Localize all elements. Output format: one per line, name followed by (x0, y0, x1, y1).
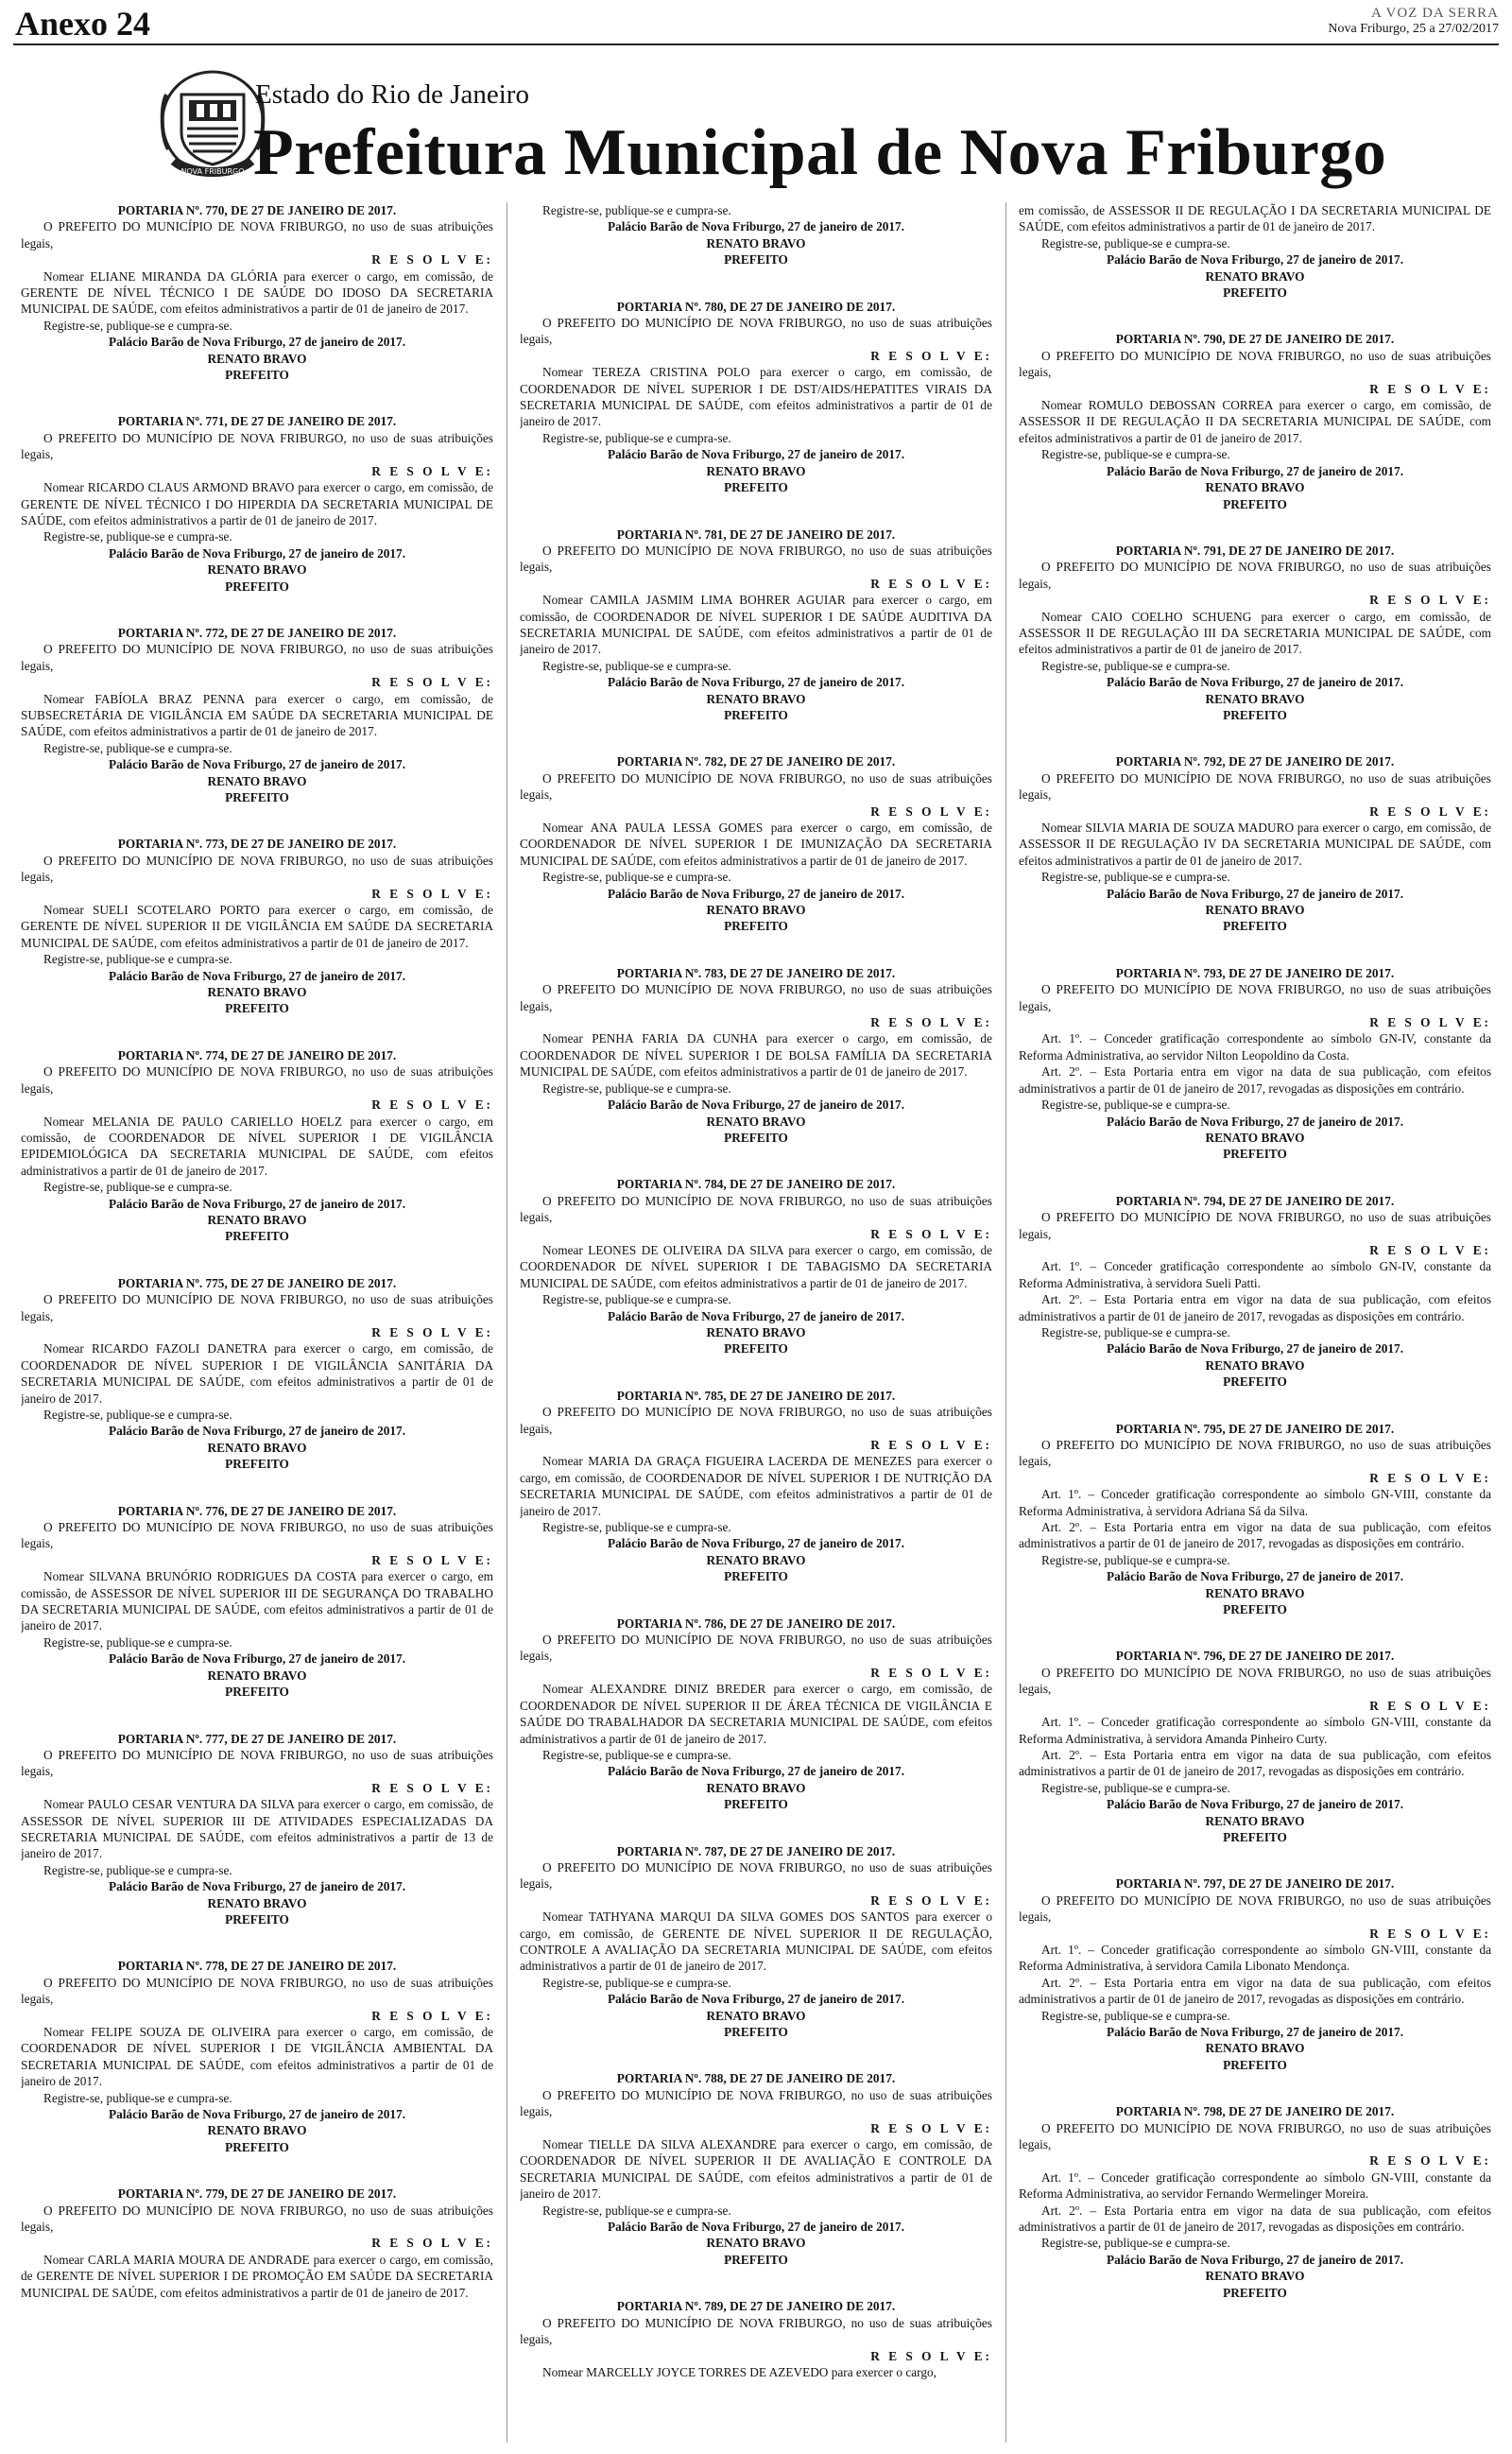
portaria-text: Nomear MARCELLY JOYCE TORRES DE AZEVEDO para exercer o cargo, (542, 2364, 936, 2379)
register-clause: Registre-se, publique-se e cumpra-se. (542, 430, 731, 445)
portaria (520, 2298, 992, 2380)
signer-role: PREFEITO (724, 2252, 788, 2267)
signer-role: PREFEITO (225, 579, 289, 594)
portaria-title: PORTARIA Nº. 771, DE 27 DE JANEIRO DE 2017. (117, 414, 397, 429)
opening-clause: O PREFEITO DO MUNICÍPIO DE NOVA FRIBURGO, no uso de suas atribuições legais, (21, 1747, 493, 1779)
portaria-title: PORTARIA Nº. 776, DE 27 DE JANEIRO DE 2017. (117, 1503, 397, 1518)
signing-place: Palácio Barão de Nova Friburgo, 27 de janeiro de 2017. (1106, 1341, 1404, 1357)
register-clause: Registre-se, publique-se e cumpra-se. (43, 1408, 232, 1422)
register-clause: Registre-se, publique-se e cumpra-se. (542, 1520, 731, 1535)
portaria-text: Nomear FELIPE SOUZA DE OLIVEIRA para exercer o cargo, em comissão, de COORDENADOR DE NÍVEL SUPERIOR I DE VIGILÂNCIA AMBIENTAL DA SECRETARIA MUNICIPAL DE SAÚDE, com efeitos administrativos a partir de 01 de janeiro de 2017. (21, 2025, 493, 2089)
signer-name: RENATO BRAVO (1205, 1585, 1305, 1600)
resolve-label: R E S O L V E: (371, 1324, 493, 1339)
portaria (520, 299, 992, 496)
resolve-label: R E S O L V E: (371, 463, 493, 478)
portaria-title: PORTARIA Nº. 782, DE 27 DE JANEIRO DE 2017. (616, 754, 896, 769)
portaria-title: PORTARIA Nº. 796, DE 27 DE JANEIRO DE 2017. (1115, 1649, 1395, 1664)
signing-place: Palácio Barão de Nova Friburgo, 27 de janeiro de 2017. (108, 335, 406, 350)
signing-place: Palácio Barão de Nova Friburgo, 27 de janeiro de 2017. (108, 545, 406, 561)
portaria-text: Art. 1º. – Conceder gratificação correspondente ao símbolo GN-VIII, constante da Reforma Administrativa, ao servidor Fernando Wermelinger Moreira. (1019, 2169, 1491, 2202)
opening-clause: O PREFEITO DO MUNICÍPIO DE NOVA FRIBURGO, no uso de suas atribuições legais, (520, 2087, 992, 2119)
signing-place: Palácio Barão de Nova Friburgo, 27 de janeiro de 2017. (1106, 1114, 1404, 1129)
signing-place: Palácio Barão de Nova Friburgo, 27 de janeiro de 2017. (607, 675, 905, 690)
opening-clause: O PREFEITO DO MUNICÍPIO DE NOVA FRIBURGO, no uso de suas atribuições legais, (1019, 770, 1491, 803)
signing-place: Palácio Barão de Nova Friburgo, 27 de janeiro de 2017. (108, 757, 406, 772)
portaria-text: Art. 2º. – Esta Portaria entra em vigor na data de sua publicação, com efeitos administrativos a partir de 01 de janeiro de 2017, revogadas as disposições em contrário. (1019, 2203, 1491, 2235)
signing-place: Palácio Barão de Nova Friburgo, 27 de janeiro de 2017. (607, 447, 905, 462)
signer-role: PREFEITO (1223, 707, 1287, 722)
signer-name: RENATO BRAVO (207, 1895, 307, 1910)
portaria (21, 836, 493, 1016)
resolve-label: R E S O L V E: (870, 1015, 992, 1030)
portaria (520, 1616, 992, 1813)
signer-name: RENATO BRAVO (207, 562, 307, 578)
portaria (520, 1843, 992, 2041)
portaria-title: PORTARIA Nº. 778, DE 27 DE JANEIRO DE 2017. (117, 1959, 397, 1974)
resolve-label: R E S O L V E: (870, 348, 992, 363)
signer-name: RENATO BRAVO (706, 1780, 806, 1795)
portaria (1019, 965, 1491, 1163)
portaria (21, 2186, 493, 2301)
register-clause: Registre-se, publique-se e cumpra-se. (542, 1747, 731, 1762)
signer-role: PREFEITO (724, 1341, 788, 1357)
resolve-label: R E S O L V E: (371, 2236, 493, 2251)
portaria-text: Nomear RICARDO CLAUS ARMOND BRAVO para exercer o cargo, em comissão, de GERENTE DE NÍVEL TÉCNICO I DO HIPERDIA DA SECRETARIA MUNICIPAL DE SAÚDE, com efeitos administrativos a partir de 01 de janeiro de 2017. (21, 480, 493, 527)
resolve-label: R E S O L V E: (870, 1892, 992, 1908)
columns-area (21, 202, 1491, 2443)
state-name: Estado do Rio de Janeiro (255, 79, 529, 110)
register-clause: Registre-se, publique-se e cumpra-se. (1041, 1780, 1230, 1795)
opening-clause: O PREFEITO DO MUNICÍPIO DE NOVA FRIBURGO, no uso de suas atribuições legais, (21, 219, 493, 251)
portaria-title: PORTARIA Nº. 787, DE 27 DE JANEIRO DE 2017. (616, 1843, 896, 1858)
signer-name: RENATO BRAVO (1205, 2269, 1305, 2284)
portaria-text: Art. 2º. – Esta Portaria entra em vigor na data de sua publicação, com efeitos administrativos a partir de 01 de janeiro de 2017, revogadas as disposições em contrário. (1019, 1747, 1491, 1779)
resolve-label: R E S O L V E: (1369, 1470, 1491, 1485)
register-clause: Registre-se, publique-se e cumpra-se. (43, 2090, 232, 2105)
portaria-title: PORTARIA Nº. 775, DE 27 DE JANEIRO DE 2017. (117, 1275, 397, 1290)
resolve-label: R E S O L V E: (870, 804, 992, 819)
register-clause: Registre-se, publique-se e cumpra-se. (542, 1080, 731, 1096)
resolve-label: R E S O L V E: (1369, 804, 1491, 819)
register-clause: Registre-se, publique-se e cumpra-se. (1041, 1324, 1230, 1339)
signer-name: RENATO BRAVO (1205, 480, 1305, 495)
edition-date: Nova Friburgo, 25 a 27/02/2017 (1328, 22, 1499, 36)
portaria-title: PORTARIA Nº. 785, DE 27 DE JANEIRO DE 2017. (616, 1388, 896, 1403)
signer-name: RENATO BRAVO (207, 773, 307, 788)
resolve-label: R E S O L V E: (1369, 593, 1491, 608)
signer-role: PREFEITO (724, 1130, 788, 1145)
portaria-text: Nomear ROMULO DEBOSSAN CORREA para exercer o cargo, em comissão, de ASSESSOR II DE REGULAÇÃO II DA SECRETARIA MUNICIPAL DE SAÚDE, com efeitos administrativos a partir de 01 de janeiro de 2017. (1019, 398, 1491, 445)
resolve-label: R E S O L V E: (371, 886, 493, 901)
register-clause: Registre-se, publique-se e cumpra-se. (1041, 447, 1230, 462)
resolve-label: R E S O L V E: (1369, 1015, 1491, 1030)
opening-clause: O PREFEITO DO MUNICÍPIO DE NOVA FRIBURGO, no uso de suas atribuições legais, (21, 1520, 493, 1551)
portaria-text: Nomear SILVANA BRUNÓRIO RODRIGUES DA COSTA para exercer o cargo, em comissão, de ASSESSOR DE NÍVEL SUPERIOR III DE SEGURANÇA DO TRABALHO DA SECRETARIA MUNICIPAL DE SAÚDE, com efeitos administrativos a partir de 01 de janeiro de 2017. (21, 1569, 493, 1633)
signer-role: PREFEITO (724, 1569, 788, 1584)
resolve-label: R E S O L V E: (870, 1665, 992, 1680)
column-2 (520, 202, 992, 2443)
signer-role: PREFEITO (1223, 2057, 1287, 2072)
portaria-title: PORTARIA Nº. 791, DE 27 DE JANEIRO DE 2017. (1115, 543, 1395, 558)
portaria-text: Nomear TIELLE DA SILVA ALEXANDRE para exercer o cargo, em comissão, de COORDENADOR DE NÍVEL SUPERIOR II DE AVALIAÇÃO E CONTROLE DA SECRETARIA MUNICIPAL DE SAÚDE, com efeitos administrativos a partir de 01 de janeiro de 2017. (520, 2137, 992, 2202)
portaria-title: PORTARIA Nº. 792, DE 27 DE JANEIRO DE 2017. (1115, 754, 1395, 769)
column-1 (21, 202, 493, 2443)
register-clause: Registre-se, publique-se e cumpra-se. (1041, 2236, 1230, 2251)
register-clause: Registre-se, publique-se e cumpra-se. (1041, 1097, 1230, 1113)
portaria-title: PORTARIA Nº. 773, DE 27 DE JANEIRO DE 2017. (117, 837, 397, 852)
portaria (520, 527, 992, 724)
opening-clause: O PREFEITO DO MUNICÍPIO DE NOVA FRIBURGO, no uso de suas atribuições legais, (21, 1064, 493, 1096)
resolve-label: R E S O L V E: (371, 2008, 493, 2023)
opening-clause: O PREFEITO DO MUNICÍPIO DE NOVA FRIBURGO, no uso de suas atribuições legais, (520, 982, 992, 1013)
column-3 (1019, 202, 1491, 2443)
signer-role: PREFEITO (225, 1911, 289, 1927)
portaria-text: Art. 2º. – Esta Portaria entra em vigor na data de sua publicação, com efeitos administrativos a partir de 01 de janeiro de 2017, revogadas as disposições em contrário. (1019, 1520, 1491, 1551)
portaria-text: Nomear CAIO COELHO SCHUENG para exercer o cargo, em comissão, de ASSESSOR II DE REGULAÇÃO III DA SECRETARIA MUNICIPAL DE SAÚDE, com efeitos administrativos a partir de 01 de janeiro de 2017. (1019, 609, 1491, 657)
resolve-label: R E S O L V E: (1369, 381, 1491, 396)
portaria-continuation (1019, 202, 1491, 301)
signer-role: PREFEITO (1223, 285, 1287, 301)
signing-place: Palácio Barão de Nova Friburgo, 27 de janeiro de 2017. (108, 2107, 406, 2122)
register-clause: Registre-se, publique-se e cumpra-se. (542, 870, 731, 885)
signing-place: Palácio Barão de Nova Friburgo, 27 de janeiro de 2017. (607, 1308, 905, 1323)
portaria-text: Art. 2º. – Esta Portaria entra em vigor na data de sua publicação, com efeitos administrativos a partir de 01 de janeiro de 2017, revogadas as disposições em contrário. (1019, 1292, 1491, 1323)
register-clause: Registre-se, publique-se e cumpra-se. (43, 1180, 232, 1195)
portaria-text: Nomear PENHA FARIA DA CUNHA para exercer o cargo, em comissão, de COORDENADOR DE NÍVEL SUPERIOR I DE BOLSA FAMÍLIA DA SECRETARIA MUNICIPAL DE SAÚDE, com efeitos administrativos a partir de 01 de janeiro de 2017. (520, 1031, 992, 1080)
signer-name: RENATO BRAVO (1205, 2041, 1305, 2056)
signer-name: RENATO BRAVO (706, 1552, 806, 1567)
portaria-text: Art. 1º. – Conceder gratificação correspondente ao símbolo GN-VIII, constante da Reforma Administrativa, à servidora Amanda Pinheiro Curty. (1019, 1715, 1491, 1746)
signer-role: PREFEITO (1223, 2285, 1287, 2300)
signer-name: RENATO BRAVO (706, 2236, 806, 2251)
register-clause: Registre-se, publique-se e cumpra-se. (542, 203, 731, 217)
portaria (520, 1388, 992, 1585)
portaria (21, 1731, 493, 1928)
signing-place: Palácio Barão de Nova Friburgo, 27 de janeiro de 2017. (1106, 252, 1404, 268)
portaria (520, 1176, 992, 1357)
signer-name: RENATO BRAVO (1205, 1130, 1305, 1145)
portaria-title: PORTARIA Nº. 794, DE 27 DE JANEIRO DE 2017. (1115, 1193, 1395, 1208)
register-clause: Registre-se, publique-se e cumpra-se. (43, 952, 232, 967)
portaria (520, 2070, 992, 2268)
signer-role: PREFEITO (225, 1685, 289, 1700)
opening-clause: O PREFEITO DO MUNICÍPIO DE NOVA FRIBURGO, no uso de suas atribuições legais, (1019, 2120, 1491, 2152)
portaria-title: PORTARIA Nº. 779, DE 27 DE JANEIRO DE 2017. (117, 2186, 397, 2202)
portaria (1019, 1648, 1491, 1845)
opening-clause: O PREFEITO DO MUNICÍPIO DE NOVA FRIBURGO, no uso de suas atribuições legais, (1019, 1438, 1491, 1469)
signer-name: RENATO BRAVO (207, 1668, 307, 1683)
resolve-label: R E S O L V E: (1369, 2153, 1491, 2169)
signer-name: RENATO BRAVO (706, 903, 806, 918)
portaria-text: Art. 1º. – Conceder gratificação correspondente ao símbolo GN-VIII, constante da Reforma Administrativa, à servidora Adriana Sá da Silva. (1019, 1487, 1491, 1518)
signing-place: Palácio Barão de Nova Friburgo, 27 de janeiro de 2017. (607, 1992, 905, 2007)
portaria-text: Art. 1º. – Conceder gratificação correspondente ao símbolo GN-IV, constante da Reforma Administrativa, ao servidor Nilton Leopoldino da Costa. (1019, 1031, 1491, 1063)
resolve-label: R E S O L V E: (870, 2348, 992, 2363)
portaria (1019, 1875, 1491, 2073)
portaria-title: PORTARIA Nº. 788, DE 27 DE JANEIRO DE 2017. (616, 2071, 896, 2086)
signing-place: Palácio Barão de Nova Friburgo, 27 de janeiro de 2017. (1106, 675, 1404, 690)
portaria-text: Art. 2º. – Esta Portaria entra em vigor na data de sua publicação, com efeitos administrativos a partir de 01 de janeiro de 2017, revogadas as disposições em contrário. (1019, 1975, 1491, 2007)
opening-clause: O PREFEITO DO MUNICÍPIO DE NOVA FRIBURGO, no uso de suas atribuições legais, (520, 1633, 992, 1664)
signing-place: Palácio Barão de Nova Friburgo, 27 de janeiro de 2017. (1106, 1797, 1404, 1812)
portaria-text: Nomear PAULO CESAR VENTURA DA SILVA para exercer o cargo, em comissão, de ASSESSOR DE NÍVEL SUPERIOR III DE ATIVIDADES ESPECIALIZADAS DA SECRETARIA MUNICIPAL DE SAÚDE, com efeitos administrativos a partir de 13 de janeiro de 2017. (21, 1797, 493, 1861)
portaria-title: PORTARIA Nº. 783, DE 27 DE JANEIRO DE 2017. (616, 965, 896, 980)
resolve-label: R E S O L V E: (371, 252, 493, 268)
portaria-text: Nomear FABÍOLA BRAZ PENNA para exercer o cargo, em comissão, de SUBSECRETÁRIA DE VIGILÂNCIA EM SAÚDE DA SECRETARIA MUNICIPAL DE SAÚDE, com efeitos administrativos a partir de 01 de janeiro de 2017. (21, 691, 493, 739)
portaria-text: Nomear CARLA MARIA MOURA DE ANDRADE para exercer o cargo, em comissão, de GERENTE DE NÍVEL SUPERIOR I DE PROMOÇÃO EM SAÚDE DA SECRETARIA MUNICIPAL DE SAÚDE, com efeitos administrativos a partir de 01 de janeiro de 2017. (21, 2252, 493, 2300)
portaria-text: em comissão, de ASSESSOR II DE REGULAÇÃO I DA SECRETARIA MUNICIPAL DE SAÚDE, com efeitos administrativos a partir de 01 de janeiro de 2017. (1019, 203, 1491, 234)
resolve-label: R E S O L V E: (371, 1780, 493, 1795)
opening-clause: O PREFEITO DO MUNICÍPIO DE NOVA FRIBURGO, no uso de suas atribuições legais, (520, 770, 992, 803)
newspaper-name: A VOZ DA SERRA (1371, 6, 1499, 21)
signing-place: Palácio Barão de Nova Friburgo, 27 de janeiro de 2017. (1106, 1569, 1404, 1584)
portaria-title: PORTARIA Nº. 777, DE 27 DE JANEIRO DE 2017. (117, 1731, 397, 1746)
portaria-title: PORTARIA Nº. 797, DE 27 DE JANEIRO DE 2017. (1115, 1876, 1395, 1892)
municipality-title: Prefeitura Municipal de Nova Friburgo (253, 116, 1387, 189)
portaria-text: Nomear ANA PAULA LESSA GOMES para exercer o cargo, em comissão, de COORDENADOR DE NÍVEL SUPERIOR I DE IMUNIZAÇÃO DA SECRETARIA MUNICIPAL DE SAÚDE, com efeitos administrativos a partir de 01 de janeiro de 2017. (520, 821, 992, 868)
register-clause: Registre-se, publique-se e cumpra-se. (542, 1292, 731, 1307)
register-clause: Registre-se, publique-se e cumpra-se. (43, 1862, 232, 1877)
portaria-text: Nomear ELIANE MIRANDA DA GLÓRIA para exercer o cargo, em comissão, de GERENTE DE NÍVEL TÉCNICO I DE SAÚDE DO IDOSO DA SECRETARIA MUNICIPAL DE SAÚDE, com efeitos administrativos a partir de 01 de janeiro de 2017. (21, 268, 493, 317)
page-header-bar (13, 0, 1499, 45)
portaria-text: Nomear ALEXANDRE DINIZ BREDER para exercer o cargo, em comissão, de COORDENADOR DE NÍVEL SUPERIOR II DE ÁREA TÉCNICA DE VIGILÂNCIA E SAÚDE DO TRABALHADOR DA SECRETARIA MUNICIPAL DE SAÚDE, com efeitos administrativos a partir de 01 de janeiro de 2017. (520, 1682, 992, 1746)
signer-name: RENATO BRAVO (207, 1440, 307, 1455)
signing-place: Palácio Barão de Nova Friburgo, 27 de janeiro de 2017. (108, 968, 406, 983)
register-clause: Registre-se, publique-se e cumpra-se. (542, 1975, 731, 1990)
signer-name: RENATO BRAVO (706, 1324, 806, 1339)
annex-label: Anexo 24 (15, 5, 150, 43)
signer-role: PREFEITO (1223, 1147, 1287, 1162)
column-divider (1005, 202, 1006, 2443)
signing-place: Palácio Barão de Nova Friburgo, 27 de janeiro de 2017. (1106, 886, 1404, 901)
portaria-text: Nomear TATHYANA MARQUI DA SILVA GOMES DOS SANTOS para exercer o cargo, em comissão, de GERENTE DE NÍVEL SUPERIOR II DE REGULAÇÃO, CONTROLE A AVALIAÇÃO DA SECRETARIA MUNICIPAL DE SAÚDE, com efeitos administrativos a partir de 01 de janeiro de 2017. (520, 1910, 992, 1974)
resolve-label: R E S O L V E: (870, 576, 992, 591)
signing-place: Palácio Barão de Nova Friburgo, 27 de janeiro de 2017. (607, 1097, 905, 1113)
resolve-label: R E S O L V E: (1369, 1242, 1491, 1257)
resolve-label: R E S O L V E: (1369, 1698, 1491, 1713)
opening-clause: O PREFEITO DO MUNICÍPIO DE NOVA FRIBURGO, no uso de suas atribuições legais, (1019, 982, 1491, 1013)
portaria (1019, 753, 1491, 934)
signer-name: RENATO BRAVO (207, 2123, 307, 2138)
portaria (520, 965, 992, 1146)
register-clause: Registre-se, publique-se e cumpra-se. (43, 1634, 232, 1650)
signer-role: PREFEITO (225, 790, 289, 804)
opening-clause: O PREFEITO DO MUNICÍPIO DE NOVA FRIBURGO, no uso de suas atribuições legais, (21, 642, 493, 673)
signing-place: Palácio Barão de Nova Friburgo, 27 de janeiro de 2017. (108, 1651, 406, 1667)
signer-role: PREFEITO (724, 2025, 788, 2039)
signing-place: Palácio Barão de Nova Friburgo, 27 de janeiro de 2017. (108, 1879, 406, 1894)
signer-name: RENATO BRAVO (207, 985, 307, 1000)
resolve-label: R E S O L V E: (870, 1438, 992, 1452)
register-clause: Registre-se, publique-se e cumpra-se. (43, 318, 232, 333)
opening-clause: O PREFEITO DO MUNICÍPIO DE NOVA FRIBURGO, no uso de suas atribuições legais, (21, 430, 493, 462)
register-clause: Registre-se, publique-se e cumpra-se. (1041, 2008, 1230, 2023)
signing-place: Palácio Barão de Nova Friburgo, 27 de janeiro de 2017. (607, 219, 905, 234)
portaria-text: Nomear SILVIA MARIA DE SOUZA MADURO para exercer o cargo, em comissão, de ASSESSOR II DE REGULAÇÃO IV DA SECRETARIA MUNICIPAL DE SAÚDE, com efeitos administrativos a partir de 01 de janeiro de 2017. (1019, 821, 1491, 868)
portaria-title: PORTARIA Nº. 780, DE 27 DE JANEIRO DE 2017. (616, 299, 896, 314)
register-clause: Registre-se, publique-se e cumpra-se. (43, 529, 232, 544)
signing-place: Palácio Barão de Nova Friburgo, 27 de janeiro de 2017. (108, 1196, 406, 1211)
opening-clause: O PREFEITO DO MUNICÍPIO DE NOVA FRIBURGO, no uso de suas atribuições legais, (1019, 1665, 1491, 1697)
opening-clause: O PREFEITO DO MUNICÍPIO DE NOVA FRIBURGO, no uso de suas atribuições legais, (520, 1859, 992, 1892)
portaria (1019, 1421, 1491, 1618)
register-clause: Registre-se, publique-se e cumpra-se. (1041, 658, 1230, 673)
portaria-text: Nomear LEONES DE OLIVEIRA DA SILVA para exercer o cargo, em comissão, de COORDENADOR DE NÍVEL SUPERIOR I DE TABAGISMO DA SECRETARIA MUNICIPAL DE SAÚDE, com efeitos administrativos a partir de 01 de janeiro de 2017. (520, 1242, 992, 1290)
signer-name: RENATO BRAVO (207, 1212, 307, 1227)
signer-role: PREFEITO (1223, 1602, 1287, 1617)
opening-clause: O PREFEITO DO MUNICÍPIO DE NOVA FRIBURGO, no uso de suas atribuições legais, (1019, 1210, 1491, 1241)
opening-clause: O PREFEITO DO MUNICÍPIO DE NOVA FRIBURGO, no uso de suas atribuições legais, (1019, 560, 1491, 591)
signer-role: PREFEITO (724, 480, 788, 495)
portaria-text: Nomear MELANIA DE PAULO CARIELLO HOELZ para exercer o cargo, em comissão, de COORDENADOR DE NÍVEL SUPERIOR I DE VIGILÂNCIA EPIDEMIOLÓGICA DA SECRETARIA MUNICIPAL DE SAÚDE, com efeitos administrativos a partir de 01 de janeiro de 2017. (21, 1114, 493, 1178)
signer-role: PREFEITO (1223, 1829, 1287, 1844)
portaria (21, 1275, 493, 1473)
portaria (21, 1958, 493, 2155)
opening-clause: O PREFEITO DO MUNICÍPIO DE NOVA FRIBURGO, no uso de suas atribuições legais, (1019, 348, 1491, 380)
signer-role: PREFEITO (225, 1001, 289, 1016)
signer-name: RENATO BRAVO (1205, 1813, 1305, 1828)
opening-clause: O PREFEITO DO MUNICÍPIO DE NOVA FRIBURGO, no uso de suas atribuições legais, (1019, 1892, 1491, 1925)
portaria-title: PORTARIA Nº. 786, DE 27 DE JANEIRO DE 2017. (616, 1616, 896, 1631)
newspaper-info (1328, 6, 1499, 37)
signer-name: RENATO BRAVO (1205, 268, 1305, 284)
portaria-text: Art. 1º. – Conceder gratificação correspondente ao símbolo GN-VIII, constante da Reforma Administrativa, à servidora Camila Libonato Mendonça. (1019, 1942, 1491, 1974)
signer-role: PREFEITO (225, 1457, 289, 1472)
resolve-label: R E S O L V E: (371, 675, 493, 690)
portaria (1019, 543, 1491, 723)
signing-place: Palácio Barão de Nova Friburgo, 27 de janeiro de 2017. (607, 2220, 905, 2235)
portaria-text: Art. 1º. – Conceder gratificação correspondente ao símbolo GN-IV, constante da Reforma Administrativa, à servidora Sueli Patti. (1019, 1259, 1491, 1290)
signer-role: PREFEITO (1223, 919, 1287, 934)
portaria-title: PORTARIA Nº. 772, DE 27 DE JANEIRO DE 2017. (117, 625, 397, 640)
signing-place: Palácio Barão de Nova Friburgo, 27 de janeiro de 2017. (607, 886, 905, 901)
opening-clause: O PREFEITO DO MUNICÍPIO DE NOVA FRIBURGO, no uso de suas atribuições legais, (21, 2203, 493, 2235)
opening-clause: O PREFEITO DO MUNICÍPIO DE NOVA FRIBURGO, no uso de suas atribuições legais, (520, 1193, 992, 1225)
resolve-label: R E S O L V E: (870, 1226, 992, 1241)
signing-place: Palácio Barão de Nova Friburgo, 27 de janeiro de 2017. (1106, 463, 1404, 478)
resolve-label: R E S O L V E: (1369, 1926, 1491, 1941)
portaria-text: Nomear MARIA DA GRAÇA FIGUEIRA LACERDA DE MENEZES para exercer o cargo, em comissão, de COORDENADOR DE NÍVEL SUPERIOR I DE NUTRIÇÃO DA SECRETARIA MUNICIPAL DE SAÚDE, com efeitos administrativos a partir de 01 de janeiro de 2017. (520, 1454, 992, 1518)
portaria-text: Nomear SUELI SCOTELARO PORTO para exercer o cargo, em comissão, de GERENTE DE NÍVEL SUPERIOR II DE VIGILÂNCIA EM SAÚDE DA SECRETARIA MUNICIPAL DE SAÚDE, com efeitos administrativos a partir de 01 de janeiro de 2017. (21, 903, 493, 950)
portaria-continuation (520, 202, 992, 268)
signing-place: Palácio Barão de Nova Friburgo, 27 de janeiro de 2017. (1106, 2025, 1404, 2039)
portaria (21, 202, 493, 383)
portaria-title: PORTARIA Nº. 789, DE 27 DE JANEIRO DE 2017. (616, 2299, 896, 2314)
signer-name: RENATO BRAVO (706, 235, 806, 251)
signer-role: PREFEITO (724, 919, 788, 934)
signer-role: PREFEITO (724, 252, 788, 268)
resolve-label: R E S O L V E: (870, 2120, 992, 2135)
register-clause: Registre-se, publique-se e cumpra-se. (542, 2203, 731, 2218)
register-clause: Registre-se, publique-se e cumpra-se. (542, 658, 731, 673)
signer-role: PREFEITO (724, 1797, 788, 1812)
signer-name: RENATO BRAVO (207, 351, 307, 366)
portaria-text: Nomear TEREZA CRISTINA POLO para exercer o cargo, em comissão, de COORDENADOR DE NÍVEL SUPERIOR I DE DST/AIDS/HEPATITES VIRAIS DA SECRETARIA MUNICIPAL DE SAÚDE, com efeitos administrativos a partir de 01 de janeiro de 2017. (520, 365, 992, 429)
portaria-title: PORTARIA Nº. 795, DE 27 DE JANEIRO DE 2017. (1115, 1421, 1395, 1436)
opening-clause: O PREFEITO DO MUNICÍPIO DE NOVA FRIBURGO, no uso de suas atribuições legais, (520, 543, 992, 575)
resolve-label: R E S O L V E: (371, 1097, 493, 1113)
portaria-text: Nomear CAMILA JASMIM LIMA BOHRER AGUIAR para exercer o cargo, em comissão, de COORDENADOR DE NÍVEL SUPERIOR I DE SAÚDE AUDITIVA DA SECRETARIA MUNICIPAL DE SAÚDE, com efeitos administrativos a partir de 01 de janeiro de 2017. (520, 593, 992, 657)
portaria (1019, 331, 1491, 511)
portaria-text: Art. 2º. – Esta Portaria entra em vigor na data de sua publicação, com efeitos administrativos a partir de 01 de janeiro de 2017, revogadas as disposições em contrário. (1019, 1064, 1491, 1096)
signing-place: Palácio Barão de Nova Friburgo, 27 de janeiro de 2017. (108, 1424, 406, 1439)
register-clause: Registre-se, publique-se e cumpra-se. (1041, 1552, 1230, 1567)
portaria-title: PORTARIA Nº. 784, DE 27 DE JANEIRO DE 2017. (616, 1177, 896, 1192)
portaria-title: PORTARIA Nº. 790, DE 27 DE JANEIRO DE 2017. (1115, 332, 1395, 347)
register-clause: Registre-se, publique-se e cumpra-se. (43, 740, 232, 755)
portaria-title: PORTARIA Nº. 770, DE 27 DE JANEIRO DE 2017. (117, 203, 397, 217)
portaria-title: PORTARIA Nº. 774, DE 27 DE JANEIRO DE 2017. (117, 1047, 397, 1063)
opening-clause: O PREFEITO DO MUNICÍPIO DE NOVA FRIBURGO, no uso de suas atribuições legais, (520, 1405, 992, 1436)
signer-name: RENATO BRAVO (706, 1114, 806, 1129)
portaria-text: Nomear RICARDO FAZOLI DANETRA para exercer o cargo, em comissão, de COORDENADOR DE NÍVEL SUPERIOR I DE VIGILÂNCIA SANITÁRIA DA SECRETARIA MUNICIPAL DE SAÚDE, com efeitos administrativos a partir de 01 de janeiro de 2017. (21, 1341, 493, 1406)
signer-name: RENATO BRAVO (706, 2008, 806, 2023)
signer-role: PREFEITO (225, 2139, 289, 2154)
signing-place: Palácio Barão de Nova Friburgo, 27 de janeiro de 2017. (607, 1764, 905, 1779)
portaria (1019, 2103, 1491, 2301)
portaria-title: PORTARIA Nº. 793, DE 27 DE JANEIRO DE 2017. (1115, 965, 1395, 980)
signer-role: PREFEITO (1223, 1374, 1287, 1390)
opening-clause: O PREFEITO DO MUNICÍPIO DE NOVA FRIBURGO, no uso de suas atribuições legais, (21, 1975, 493, 2007)
signing-place: Palácio Barão de Nova Friburgo, 27 de janeiro de 2017. (1106, 2252, 1404, 2267)
register-clause: Registre-se, publique-se e cumpra-se. (1041, 870, 1230, 885)
signer-name: RENATO BRAVO (706, 691, 806, 706)
portaria-title: PORTARIA Nº. 781, DE 27 DE JANEIRO DE 2017. (616, 527, 896, 542)
resolve-label: R E S O L V E: (371, 1552, 493, 1567)
signing-place: Palácio Barão de Nova Friburgo, 27 de janeiro de 2017. (607, 1536, 905, 1551)
opening-clause: O PREFEITO DO MUNICÍPIO DE NOVA FRIBURGO, no uso de suas atribuições legais, (21, 853, 493, 885)
signer-name: RENATO BRAVO (1205, 1357, 1305, 1373)
portaria (21, 1047, 493, 1245)
signer-role: PREFEITO (724, 707, 788, 722)
signer-name: RENATO BRAVO (1205, 903, 1305, 918)
signer-role: PREFEITO (1223, 496, 1287, 511)
svg-text:NOVA FRIBURGO: NOVA FRIBURGO (180, 167, 245, 176)
signer-name: RENATO BRAVO (1205, 691, 1305, 706)
portaria-title: PORTARIA Nº. 798, DE 27 DE JANEIRO DE 2017. (1115, 2104, 1395, 2119)
portaria (1019, 1193, 1491, 1391)
opening-clause: O PREFEITO DO MUNICÍPIO DE NOVA FRIBURGO, no uso de suas atribuições legais, (520, 2315, 992, 2347)
signer-name: RENATO BRAVO (706, 463, 806, 478)
signer-role: PREFEITO (225, 368, 289, 383)
opening-clause: O PREFEITO DO MUNICÍPIO DE NOVA FRIBURGO, no uso de suas atribuições legais, (21, 1292, 493, 1323)
portaria (21, 413, 493, 594)
masthead (161, 74, 1389, 187)
portaria (520, 753, 992, 934)
portaria (21, 625, 493, 805)
opening-clause: O PREFEITO DO MUNICÍPIO DE NOVA FRIBURGO, no uso de suas atribuições legais, (520, 316, 992, 347)
signer-role: PREFEITO (225, 1229, 289, 1244)
register-clause: Registre-se, publique-se e cumpra-se. (1041, 235, 1230, 251)
portaria (21, 1503, 493, 1701)
